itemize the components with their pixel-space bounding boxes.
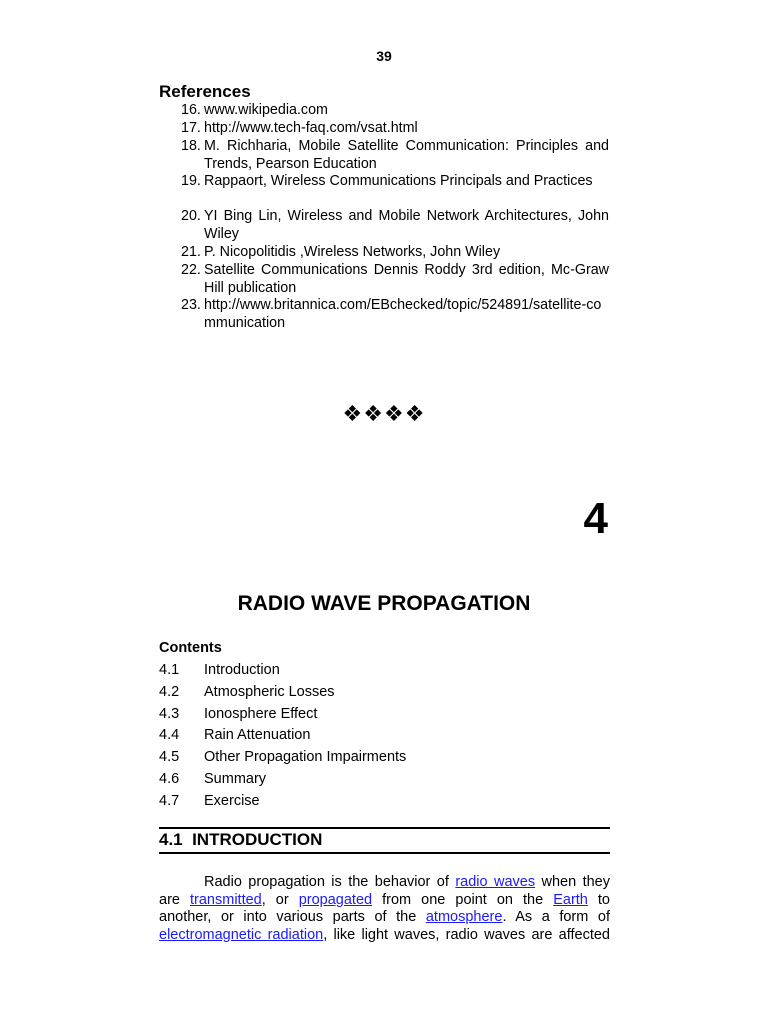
reference-text: http://www.tech-faq.com/vsat.html [204, 120, 418, 136]
paragraph-text: another, or into various parts of the [159, 909, 426, 925]
paragraph-text: Radio propagation is the behavior of [204, 874, 456, 890]
reference-text: http://www.britannica.com/EBchecked/topic/524891/satellite-communication [204, 297, 602, 331]
paragraph-text: . As a form of [502, 909, 611, 925]
reference-number: 21. [181, 244, 201, 260]
reference-text: www.wikipedia.com [204, 102, 328, 118]
toc-number: 4.4 [159, 727, 180, 743]
page-number: 39 [376, 48, 392, 64]
references-heading: References [159, 82, 251, 101]
toc-number: 4.1 [159, 662, 180, 678]
reference-text: YI Bing Lin, Wireless and Mobile Network Architectures, John Wiley [204, 208, 609, 242]
toc-title: Ionosphere Effect [204, 706, 318, 722]
reference-item [181, 244, 609, 262]
reference-text: P. Nicopolitidis ,Wireless Networks, John Wiley [204, 244, 501, 260]
reference-item [181, 208, 609, 243]
reference-item [181, 173, 609, 191]
paragraph-text: from one point on the [372, 891, 554, 908]
toc-number: 4.3 [159, 706, 180, 722]
section-rule-bottom [159, 852, 610, 854]
link-radio-waves[interactable]: radio waves [455, 874, 536, 890]
paragraph-text: , or [261, 891, 299, 908]
contents-heading: Contents [159, 640, 222, 656]
toc-title: Exercise [204, 793, 260, 809]
reference-text: M. Richharia, Mobile Satellite Communication: Principles and Trends, Pearson Education [204, 138, 609, 172]
reference-item [181, 102, 609, 120]
paragraph-line [159, 874, 610, 892]
link-electromagnetic-radiation[interactable]: electromagnetic radiation [159, 926, 324, 943]
paragraph-text: are [159, 891, 190, 908]
toc-title: Summary [204, 771, 267, 787]
paragraph-text: , like light waves, radio waves are affected [323, 926, 610, 943]
section-ornament: ❖❖❖❖ [342, 401, 426, 426]
paragraph-text: to [587, 891, 610, 908]
reference-number: 22. [181, 262, 201, 278]
chapter-number: 4 [583, 494, 608, 543]
reference-text: Satellite Communications Dennis Roddy 3rd edition, Mc-Graw Hill publication [204, 262, 609, 296]
paragraph-line [159, 909, 610, 927]
toc-number: 4.6 [159, 771, 180, 787]
toc-number: 4.7 [159, 793, 180, 809]
toc-title: Atmospheric Losses [204, 684, 335, 700]
reference-item [181, 120, 609, 138]
toc-title: Introduction [204, 662, 280, 678]
reference-number: 17. [181, 120, 201, 136]
section-heading: 4.1 INTRODUCTION [159, 830, 323, 849]
toc-title: Other Propagation Impairments [204, 749, 407, 765]
link-atmosphere[interactable]: atmosphere [425, 909, 503, 925]
reference-number: 16. [181, 102, 201, 118]
reference-number: 19. [181, 173, 201, 189]
link-earth[interactable]: Earth [553, 891, 588, 908]
introduction-paragraph [159, 874, 610, 944]
reference-text: Rappaort, Wireless Communications Principals and Practices [204, 173, 593, 189]
link-transmitted[interactable]: transmitted [190, 891, 262, 908]
chapter-title: RADIO WAVE PROPAGATION [237, 592, 531, 615]
toc-number: 4.5 [159, 749, 180, 765]
section-rule-top [159, 827, 610, 829]
reference-number: 23. [181, 297, 201, 313]
reference-item [181, 262, 609, 297]
link-propagated[interactable]: propagated [298, 891, 373, 908]
paragraph-line [159, 927, 610, 945]
reference-item [181, 297, 609, 332]
reference-item [181, 138, 609, 173]
paragraph-text: when they [535, 874, 610, 890]
toc-number: 4.2 [159, 684, 180, 700]
toc-title: Rain Attenuation [204, 727, 311, 743]
reference-number: 20. [181, 208, 201, 224]
reference-number: 18. [181, 138, 201, 154]
paragraph-line [159, 892, 610, 910]
